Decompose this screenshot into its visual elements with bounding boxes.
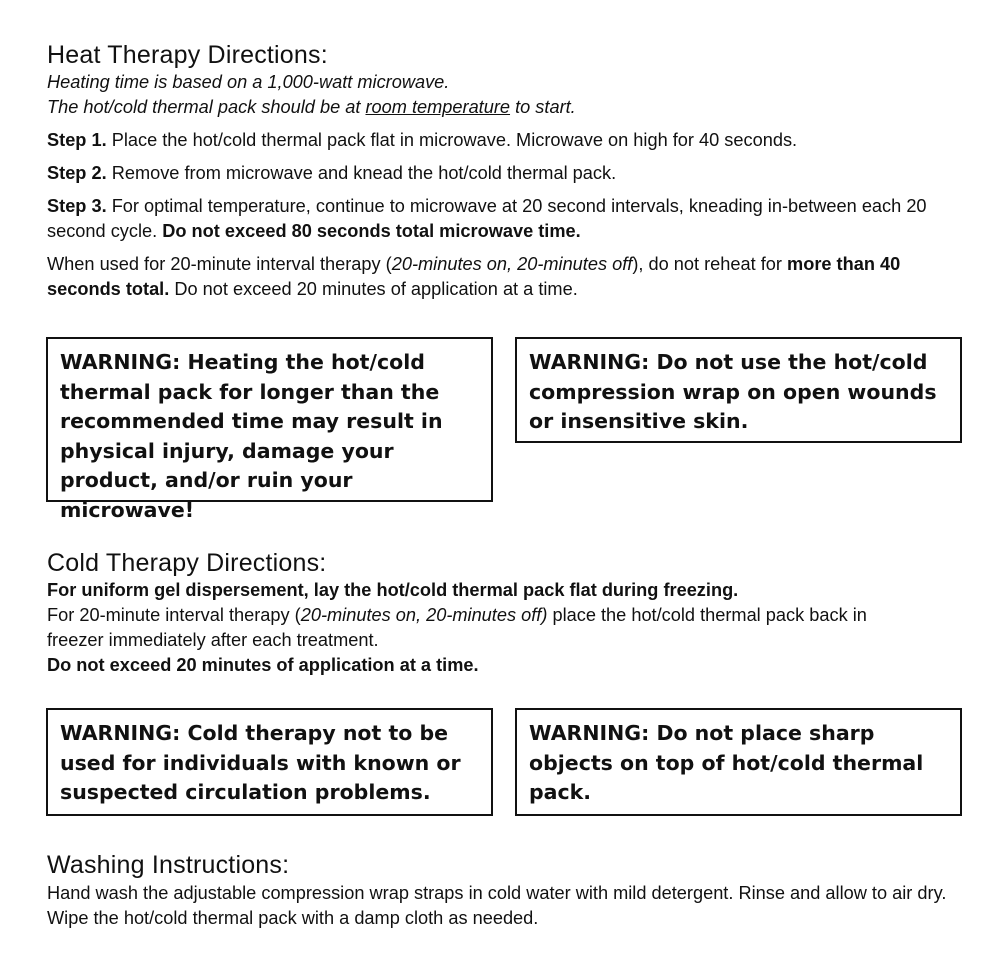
cold-line-freezing: For uniform gel dispersement, lay the hot/cold thermal pack flat during freezing. xyxy=(47,580,739,600)
heat-step-1: Step 1. Place the hot/cold thermal pack flat in microwave. Microwave on high for 40 seconds. xyxy=(47,130,798,150)
washing-text: Hand wash the adjustable compression wrap straps in cold water with mild detergent. Rinse and allow to air dry. Wipe the hot/cold thermal pack with a damp cloth as needed. xyxy=(47,883,947,928)
warning-box-sharp-objects: WARNING: Do not place sharp objects on top of hot/cold thermal pack. xyxy=(515,708,962,816)
washing-heading: Washing Instructions: xyxy=(47,851,290,879)
heat-note-room-temp: The hot/cold thermal pack should be at room temperature to start. xyxy=(47,97,576,117)
cold-line-limit: Do not exceed 20 minutes of application at a time. xyxy=(47,655,479,675)
heat-note-wattage: Heating time is based on a 1,000-watt microwave. xyxy=(47,72,450,92)
heat-interval-note: When used for 20-minute interval therapy (20-minutes on, 20-minutes off), do not reheat for more than 40 seconds total. Do not exceed 20 minutes of application at a time. xyxy=(47,254,901,299)
warning-box-circulation: WARNING: Cold therapy not to be used for individuals with known or suspected circulation problems. xyxy=(46,708,493,816)
cold-line-interval: For 20-minute interval therapy (20-minutes on, 20-minutes off) place the hot/cold thermal pack back in freezer immediately after each treatment. xyxy=(47,605,867,650)
cold-body xyxy=(47,578,947,678)
warning-box-heating: WARNING: Heating the hot/cold thermal pack for longer than the recommended time may result in physical injury, damage your product, and/or ruin your microwave! xyxy=(46,337,493,502)
warning-box-open-wounds: WARNING: Do not use the hot/cold compression wrap on open wounds or insensitive skin. xyxy=(515,337,962,443)
heat-heading: Heat Therapy Directions: xyxy=(47,41,328,69)
heat-step-3: Step 3. For optimal temperature, continue to microwave at 20 second intervals, kneading in-between each 20 second cycle. Do not exceed 80 seconds total microwave time. xyxy=(47,196,927,241)
heat-step-2: Step 2. Remove from microwave and knead the hot/cold thermal pack. xyxy=(47,163,617,183)
cold-heading: Cold Therapy Directions: xyxy=(47,549,327,577)
